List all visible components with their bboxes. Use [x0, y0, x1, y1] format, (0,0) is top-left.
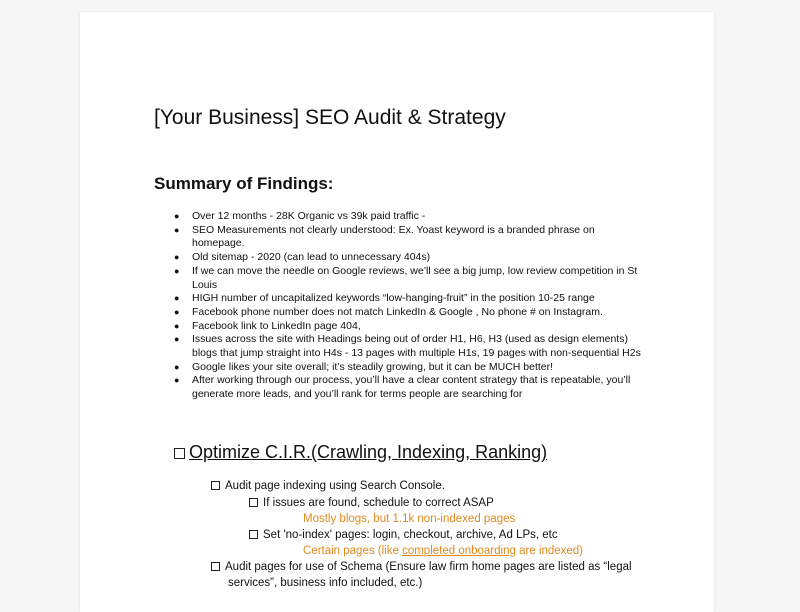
- cir-heading: [174, 442, 547, 463]
- finding-text: Over 12 months - 28K Organic vs 39k paid traffic -: [192, 210, 426, 222]
- finding-text: Facebook phone number does not match LinkedIn & Google , No phone # on Instagram.: [192, 305, 603, 318]
- list-item: [174, 265, 644, 292]
- list-item: [174, 210, 644, 224]
- list-item: [174, 224, 644, 251]
- bullet-icon: ●: [174, 306, 180, 317]
- note-suffix: are indexed): [515, 545, 584, 557]
- finding-text: Issues across the site with Headings being out of order H1, H6, H3 (used as design elements) blogs that jump straight into H4s - 13 pages with multiple H1s, 19 pages with non-sequential H2s: [192, 333, 641, 360]
- finding-text: Facebook link to LinkedIn page 404,: [192, 319, 361, 332]
- cir-heading-text: Optimize C.I.R.(Crawling, Indexing, Ranking): [189, 442, 548, 462]
- document-page: [80, 12, 714, 612]
- bullet-icon: ●: [174, 375, 180, 386]
- finding-text: HIGH number of uncapitalized keywords “low-hanging-fruit” in the position 10-25 range: [192, 292, 595, 305]
- bullet-icon: ●: [174, 252, 180, 263]
- checklist-item-schema-continued: services”, business info included, etc.): [228, 577, 423, 589]
- checklist-item-issues-found: [249, 497, 494, 509]
- bullet-icon: ●: [174, 320, 180, 331]
- checkbox-issues-found[interactable]: [249, 498, 258, 507]
- checklist-item-label: Audit pages for use of Schema (Ensure law firm home pages are listed as “legal: [225, 561, 632, 573]
- list-item: [174, 251, 644, 265]
- finding-text: Old sitemap - 2020 (can lead to unnecessary 404s): [192, 251, 431, 264]
- completed-onboarding-link[interactable]: completed onboarding: [402, 545, 516, 557]
- note-prefix: Certain pages (like: [303, 545, 403, 557]
- checkbox-audit-indexing[interactable]: [211, 481, 220, 490]
- finding-text: Google likes your site overall; it’s steadily growing, but it can be MUCH better!: [192, 360, 554, 373]
- checklist-item-audit-indexing: [211, 480, 445, 492]
- checklist-item-label: If issues are found, schedule to correct ASAP: [263, 497, 494, 509]
- finding-text: If we can move the needle on Google reviews, we’ll see a big jump, low review competition in St Louis: [192, 264, 638, 291]
- bullet-icon: ●: [174, 224, 180, 235]
- checkbox-cir[interactable]: [174, 448, 185, 459]
- bullet-icon: ●: [174, 265, 180, 276]
- checklist-item-schema: [211, 561, 632, 573]
- bullet-icon: ●: [174, 334, 180, 345]
- summary-heading: [154, 174, 333, 194]
- checklist-item-label: Set 'no-index' pages: login, checkout, archive, Ad LPs, etc: [263, 529, 558, 541]
- checklist-item-label: Audit page indexing using Search Console.: [225, 480, 445, 492]
- finding-text: SEO Measurements not clearly understood: Ex. Yoast keyword is a branded phrase on homepage.: [192, 223, 595, 250]
- summary-heading-colon: :: [327, 174, 334, 193]
- checkbox-schema[interactable]: [211, 562, 220, 571]
- bullet-icon: ●: [174, 293, 180, 304]
- list-item: [174, 361, 644, 375]
- finding-text: After working through our process, you’ll have a clear content strategy that is repeatable, you’ll generate more leads, and you’ll rank for terms people are searching for: [192, 374, 631, 401]
- bullet-icon: ●: [174, 361, 180, 372]
- checklist-item-no-index: [249, 529, 558, 541]
- summary-heading-text: Summary of Findings: [154, 174, 328, 193]
- document-title: [Your Business] SEO Audit & Strategy: [154, 106, 506, 129]
- note-no-index: [303, 545, 583, 557]
- list-item: [174, 306, 644, 320]
- list-item: [174, 320, 644, 334]
- bullet-icon: ●: [174, 211, 180, 221]
- list-item: [174, 292, 644, 306]
- list-item: [174, 374, 644, 401]
- list-item: [174, 333, 644, 360]
- checkbox-no-index[interactable]: [249, 530, 258, 539]
- note-issues-found: Mostly blogs, but 1.1k non-indexed pages: [303, 513, 516, 525]
- findings-list: [174, 210, 644, 402]
